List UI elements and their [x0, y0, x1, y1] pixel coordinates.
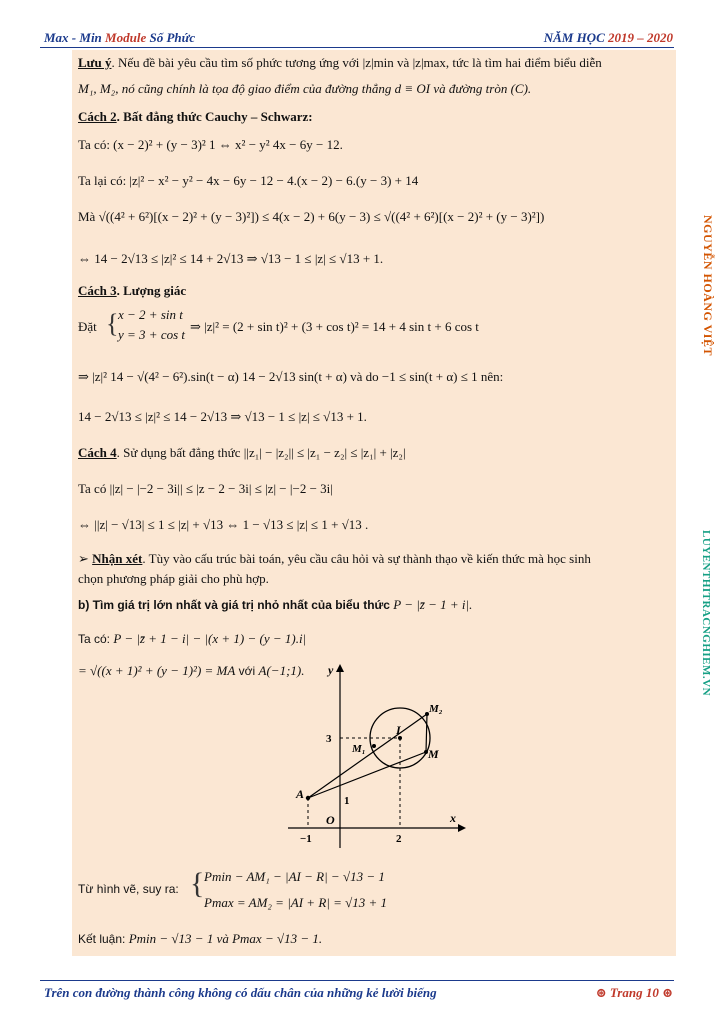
header-year-label: NĂM HỌC — [543, 30, 608, 45]
line-a-m — [308, 752, 426, 798]
header-divider — [40, 47, 674, 48]
note-label: Lưu ý — [78, 55, 112, 70]
cach3-heading — [78, 282, 186, 300]
dat-label: Đặt — [78, 319, 97, 334]
header-title-part2: Module — [105, 30, 150, 45]
formula-talaico: Ta lại có: |z|² − x² − y² − 4x − 6y − 12 − 4.(x − 2) − 6.(y − 3) + 14 — [78, 173, 419, 188]
label-m1: M₁ — [352, 743, 366, 755]
chord-m2-m — [426, 714, 427, 752]
geometry-figure — [288, 660, 468, 850]
cach4-title: . Sử dụng bất đẳng thức ||z₁| − |z₂|| ≤ |z₁ − z₂| ≤ |z₁| + |z₂| — [116, 445, 406, 460]
tick-x2: 2 — [396, 833, 402, 845]
x-axis-label: x — [450, 811, 456, 825]
side-website — [700, 530, 722, 720]
part-b-eq-formula: = √((x + 1)² + (y − 1)²) = MA — [78, 663, 236, 678]
side-author-text: NGUYỄN HOÀNG VIỆT — [701, 215, 715, 356]
header-year-value: 2019 – 2020 — [608, 30, 673, 45]
part-b-eq — [78, 662, 304, 680]
formula-ma: Mà √((4² + 6²)[(x − 2)² + (y − 3)²]) ≤ 4(x − 2) + 6(y − 3) ≤ √((4² + 6²)[(x − 2)² + (y − 3)²]) — [78, 209, 545, 224]
side-author — [700, 215, 722, 365]
header-school-year — [544, 30, 673, 46]
part-b-taco-label: Ta có: — [78, 632, 114, 646]
conclusion-label: Kết luận: — [78, 932, 129, 946]
tick-xm1: −1 — [300, 833, 312, 845]
line-a-m2 — [308, 714, 427, 798]
cach4-heading — [78, 444, 406, 462]
conclusion — [78, 930, 322, 948]
conclusion-brace: { — [190, 867, 205, 900]
formula-taco-2: Ta có ||z| − |−2 − 3i|| ≤ |z − 2 − 3i| ≤ |z| − |−2 − 3i| — [78, 481, 333, 496]
tick-y3: 3 — [326, 733, 332, 745]
dat-result: ⇒ |z|² = (2 + sin t)² + (3 + cos t)² = 14 + 4 sin t + 6 cos t — [190, 319, 479, 334]
remark-label: Nhận xét — [92, 551, 143, 566]
note-line-2: M₁, M₂, nó cũng chính là tọa độ giao điểm của đường thẳng d ≡ OI và đường tròn (C). — [78, 81, 532, 96]
formula-equiv-2: 14 − 2√13 ≤ |z|² ≤ 14 − 2√13 ⇒ √13 − 1 ≤ |z| ≤ √13 + 1. — [78, 409, 367, 424]
footer-slogan: Trên con đường thành công không có dấu chân của những kẻ lười biếng — [44, 985, 437, 1000]
note-line-1 — [78, 54, 602, 72]
header-title-part3: Số Phức — [149, 30, 196, 45]
x-axis-arrow — [458, 824, 466, 832]
cach3-label: Cách 3 — [78, 283, 117, 298]
label-m: M — [428, 747, 439, 761]
footer-divider — [40, 980, 674, 981]
dat-x: x − 2 + sin t — [118, 307, 183, 322]
cach2-heading — [78, 108, 313, 126]
pmax-formula: Pmax = AM₂ = |AI + R| = √13 + 1 — [204, 895, 388, 910]
system-brace: { — [106, 309, 119, 338]
tick-y1: 1 — [344, 795, 350, 807]
formula-equiv-1: ⇔ 14 − 2√13 ≤ |z|² ≤ 14 + 2√13 ⇒ √13 − 1 ≤ |z| ≤ √13 + 1. — [78, 251, 384, 266]
formula-dat — [78, 318, 97, 336]
label-i: I — [396, 723, 401, 737]
cach2-label: Cách 2 — [78, 109, 117, 124]
label-m2: M₂ — [429, 703, 443, 715]
conclusion-text: Pmin − √13 − 1 và Pmax − √13 − 1. — [128, 931, 323, 946]
conclusion-intro: Từ hình vẽ, suy ra: — [78, 882, 179, 896]
cach2-title: . Bất đẳng thức Cauchy – Schwarz: — [116, 109, 313, 124]
formula-taco-1: Ta có: (x − 2)² + (y − 3)² 1 ⇔ x² − y² 4x − 6y − 12. — [78, 137, 343, 152]
dat-y: y = 3 + cos t — [118, 327, 186, 342]
formula-suyra: ⇒ |z|² 14 − √(4² − 6²).sin(t − α) 14 − 2√13 sin(t + α) và do −1 ≤ sin(t + α) ≤ 1 nên: — [78, 369, 504, 384]
origin-label: O — [326, 813, 335, 827]
y-axis-arrow — [336, 664, 344, 672]
pmin-formula: Pmin − AM₁ − |AI − R| − √13 − 1 — [204, 869, 385, 884]
y-axis-label: y — [328, 663, 334, 677]
point-a — [306, 796, 310, 800]
part-b-expr: P − |z̄ − 1 + i|. — [393, 597, 473, 612]
footer-page-number: ⊛ Trang 10 ⊛ — [595, 985, 673, 1000]
part-b-heading — [78, 596, 472, 614]
remark-arrow-icon: ➢ — [78, 551, 89, 566]
part-b-taco — [78, 630, 306, 648]
header-title — [44, 30, 195, 46]
remark-line-2: chọn phương pháp giải cho phù hợp. — [78, 571, 269, 586]
part-b-title: b) Tìm giá trị lớn nhất và giá trị nhỏ nhất của biểu thức — [78, 598, 394, 612]
part-b-point: A(−1;1). — [258, 663, 305, 678]
cach4-label: Cách 4 — [78, 445, 117, 460]
part-b-taco-formula: P − |z̄ + 1 − i| − |(x + 1) − (y − 1).i| — [113, 631, 307, 646]
label-a: A — [296, 787, 305, 801]
remark-text-1: . Tùy vào cấu trúc bài toán, yêu cầu câu hỏi và sự thành thạo về kiến thức mà học sinh — [142, 551, 591, 566]
remark-line-1 — [78, 550, 591, 568]
side-website-text: LUYENTHITRACNGHIEM.VN — [700, 530, 712, 697]
part-b-voi: với — [235, 664, 259, 678]
header-title-part1: Max - Min — [44, 30, 106, 45]
cach3-title: . Lượng giác — [116, 283, 187, 298]
page-header — [0, 0, 725, 52]
formula-equiv-3: ⇔ ||z| − √13| ≤ 1 ≤ |z| + √13 ⇔ 1 − √13 ≤ |z| ≤ 1 + √13 . — [78, 517, 369, 532]
note-text-1: . Nếu đề bài yêu cầu tìm số phức tương ứng với |z|min và |z|max, tức là tìm hai điểm biểu diễn — [111, 55, 602, 70]
point-m1 — [372, 744, 376, 748]
